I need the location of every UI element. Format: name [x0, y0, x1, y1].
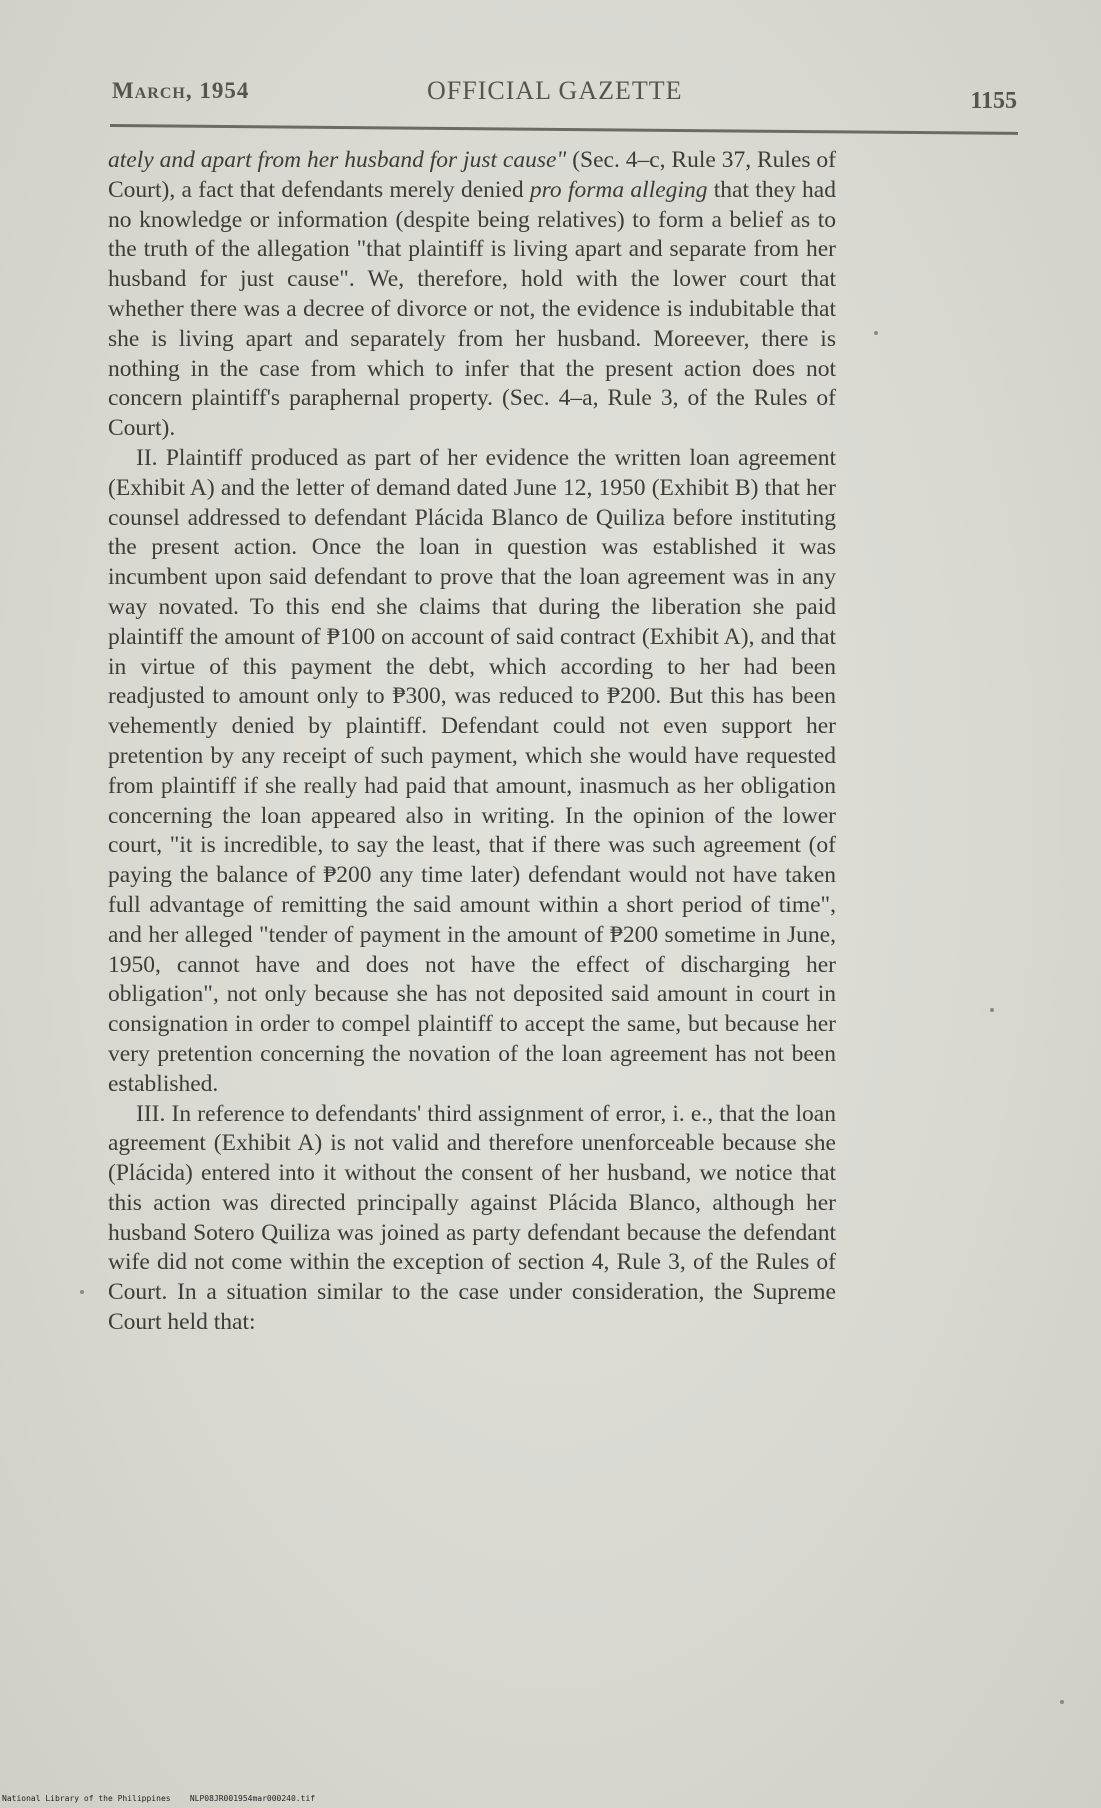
scan-speck: [1060, 1700, 1064, 1704]
header-rule: [110, 124, 1018, 135]
footer-library: National Library of the Philippines: [2, 1794, 171, 1803]
scan-speck: [990, 1008, 994, 1012]
paragraph-lead-italic: ately and apart from her husband for just cause": [108, 147, 567, 173]
header-page-number: 1155: [970, 88, 1017, 114]
paragraph-text: that they had no knowledge or information (despite being relatives) to form a belief as to the truth of the allegation "that plaintiff is living apart and separate from her husband for just cause". We, therefore, hold with the lower court that whether there was a decree of divorce or not, the evidence is indubitable that she is living apart and separately from her husband. Moreever, there is nothing in the case from which to infer that the present action does not concern plaintiff's paraphernal property. (Sec. 4–a, Rule 3, of the Rules of Court).: [108, 176, 836, 442]
footer-file-id: NLP08JR001954mar000240.tif: [189, 1794, 316, 1803]
page-header: [112, 74, 1017, 114]
paragraph-italic-phrase: pro forma alleging: [529, 176, 708, 203]
paragraph-section-ii: II. Plaintiff produced as part of her evidence the written loan agreement (Exhibit A) and the letter of demand dated June 12, 1950 (Exhibit B) that her counsel addressed to defendant Plácida Blanco de Quiliza before instituting the present action. Once the loan in question was established it was incumbent upon said defendant to prove that the loan agreement was in any way novated. To this end she claims that during the liberation she paid plaintiff the amount of ₱100 on account of said contract (Exhibit A), and that in virtue of this payment the debt, which according to her had been readjusted to amount only to ₱300, was reduced to ₱200. But this has been vehemently denied by plaintiff. Defendant could not even support her pretention by any receipt of such payment, which she would have requested from plaintiff if she really had paid that amount, inasmuch as her obligation concerning the loan appeared also in writing. In the opinion of the lower court, "it is incredible, to say the least, that if there was such agreement (of paying the balance of ₱200 any time later) defendant would not have taken full advantage of remitting the said amount within a short period of time", and her alleged "tender of payment in the amount of ₱200 sometime in June, 1950, cannot have and does not have the effect of discharging her obligation", not only because she has not deposited said amount in court in consignation in order to compel plaintiff to accept the same, but because her very pretention concerning the novation of the loan agreement has not been established.: [108, 444, 836, 1097]
paragraph-continuation: [108, 146, 836, 444]
paragraph-section-iii: III. In reference to defendants' third assignment of error, i. e., that the loan agreement (Exhibit A) is not valid and therefore unenforceable because she (Plácida) entered into it without the consent of her husband, we notice that this action was directed principally against Plácida Blanco, although her husband Sotero Quiliza was joined as party defendant because the defendant wife did not come within the exception of section 4, Rule 3, of the Rules of Court. In a situation similar to the case under consideration, the Supreme Court held that:: [108, 1100, 836, 1336]
header-date: March, 1954: [112, 78, 250, 103]
header-publication: OFFICIAL GAZETTE: [427, 76, 683, 105]
paragraph-text: (Sec. 4–c, Rule 37, Rules of Court), a fact that defendants merely denied: [108, 147, 836, 203]
scan-footer: [2, 1794, 315, 1803]
scan-speck: [80, 1290, 84, 1294]
article-body: [108, 146, 836, 1338]
scan-speck: [874, 331, 878, 335]
